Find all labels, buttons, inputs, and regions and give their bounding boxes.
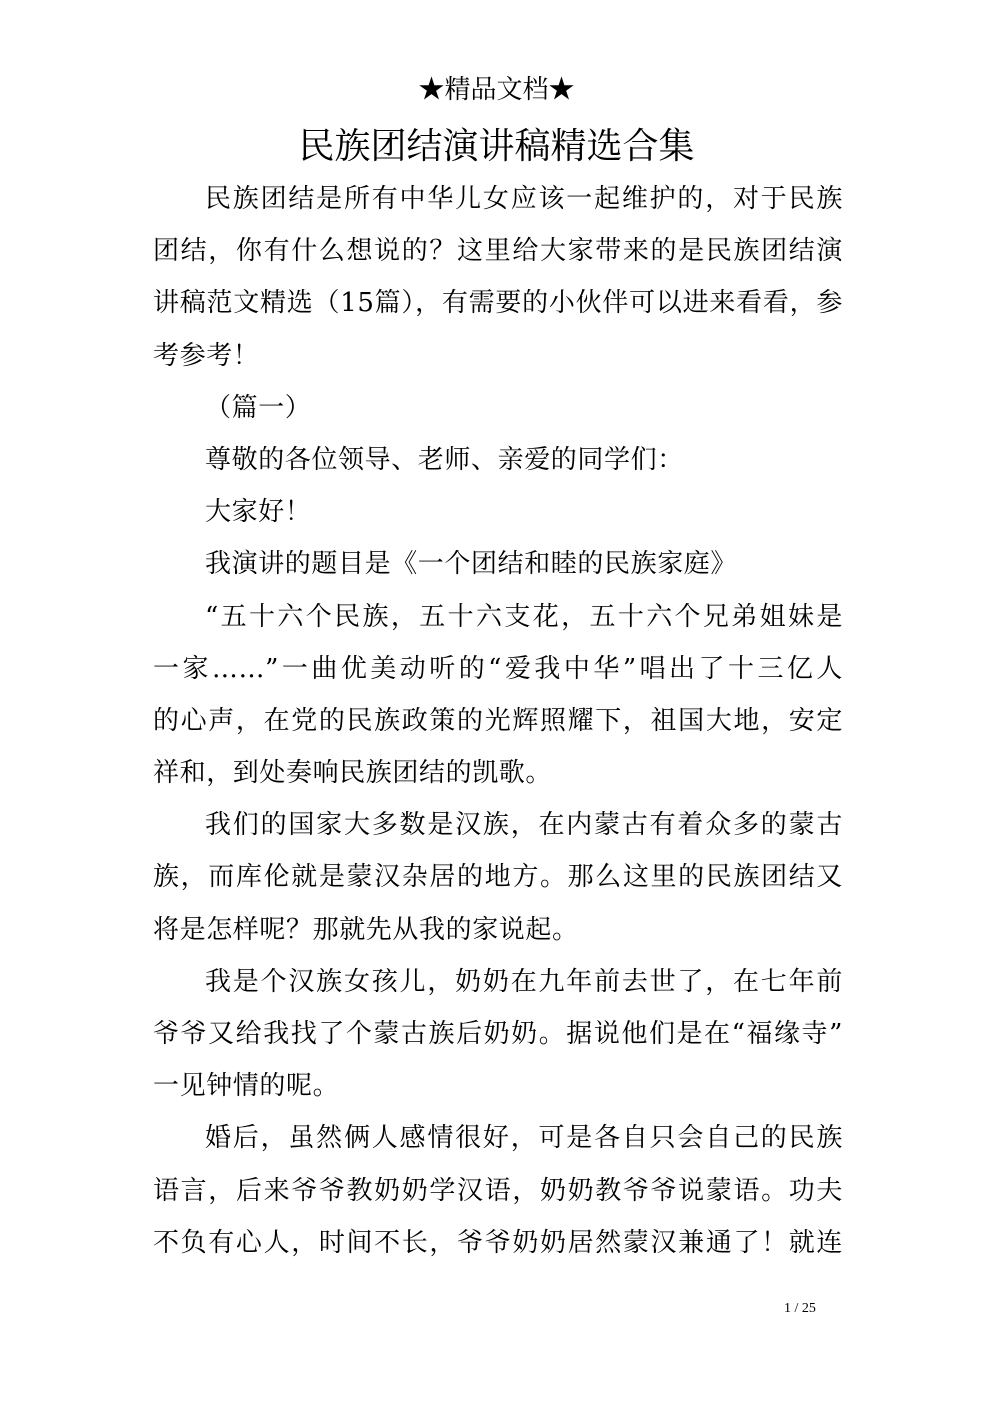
- body-line: 婚后，虽然俩人感情很好，可是各自只会自己的民族: [205, 1123, 843, 1154]
- body-line: 不负有心人，时间不长，爷爷奶奶居然蒙汉兼通了！就连: [153, 1227, 843, 1258]
- body-line: 爷爷又给我找了个蒙古族后奶奶。据说他们是在“福缘寺”: [153, 1019, 843, 1049]
- page-number: 1 / 25: [784, 1301, 816, 1316]
- speech-topic: 我演讲的题目是《一个团结和睦的民族家庭》: [205, 549, 738, 580]
- body-line: 族，而库伦就是蒙汉杂居的地方。那么这里的民族团结又: [153, 862, 843, 893]
- body-line: 考参考！: [153, 340, 260, 371]
- body-line: 一见钟情的呢。: [153, 1071, 340, 1102]
- body-line: 祥和，到处奏响民族团结的凯歌。: [153, 758, 553, 789]
- body-line: 民族团结是所有中华儿女应该一起维护的，对于民族: [205, 184, 843, 214]
- body-line: 将是怎样呢？那就先从我的家说起。: [153, 914, 579, 945]
- body-line: 的心声，在党的民族政策的光辉照耀下，祖国大地，安定: [153, 705, 843, 736]
- body-line: 语言，后来爷爷教奶奶学汉语，奶奶教爷爷说蒙语。功夫: [153, 1175, 843, 1206]
- body-line: 团结，你有什么想说的？这里给大家带来的是民族团结演: [153, 236, 843, 267]
- document-title: 民族团结演讲稿精选合集: [298, 126, 695, 167]
- body-line: 我们的国家大多数是汉族，在内蒙古有着众多的蒙古: [205, 810, 843, 841]
- body-line: “五十六个民族，五十六支花，五十六个兄弟姐妹是: [205, 601, 843, 632]
- document-header-mark: ★精品文档★: [418, 75, 575, 105]
- salutation: 尊敬的各位领导、老师、亲爱的同学们：: [205, 444, 684, 475]
- section-heading: （篇一）: [205, 392, 312, 423]
- body-line: 讲稿范文精选（15篇），有需要的小伙伴可以进来看看，参: [153, 288, 843, 319]
- document-body: [153, 176, 843, 1272]
- body-line: 我是个汉族女孩儿，奶奶在九年前去世了，在七年前: [205, 966, 843, 997]
- body-line: 一家……”一曲优美动听的“爱我中华”唱出了十三亿人: [153, 653, 843, 684]
- greeting: 大家好！: [205, 497, 312, 528]
